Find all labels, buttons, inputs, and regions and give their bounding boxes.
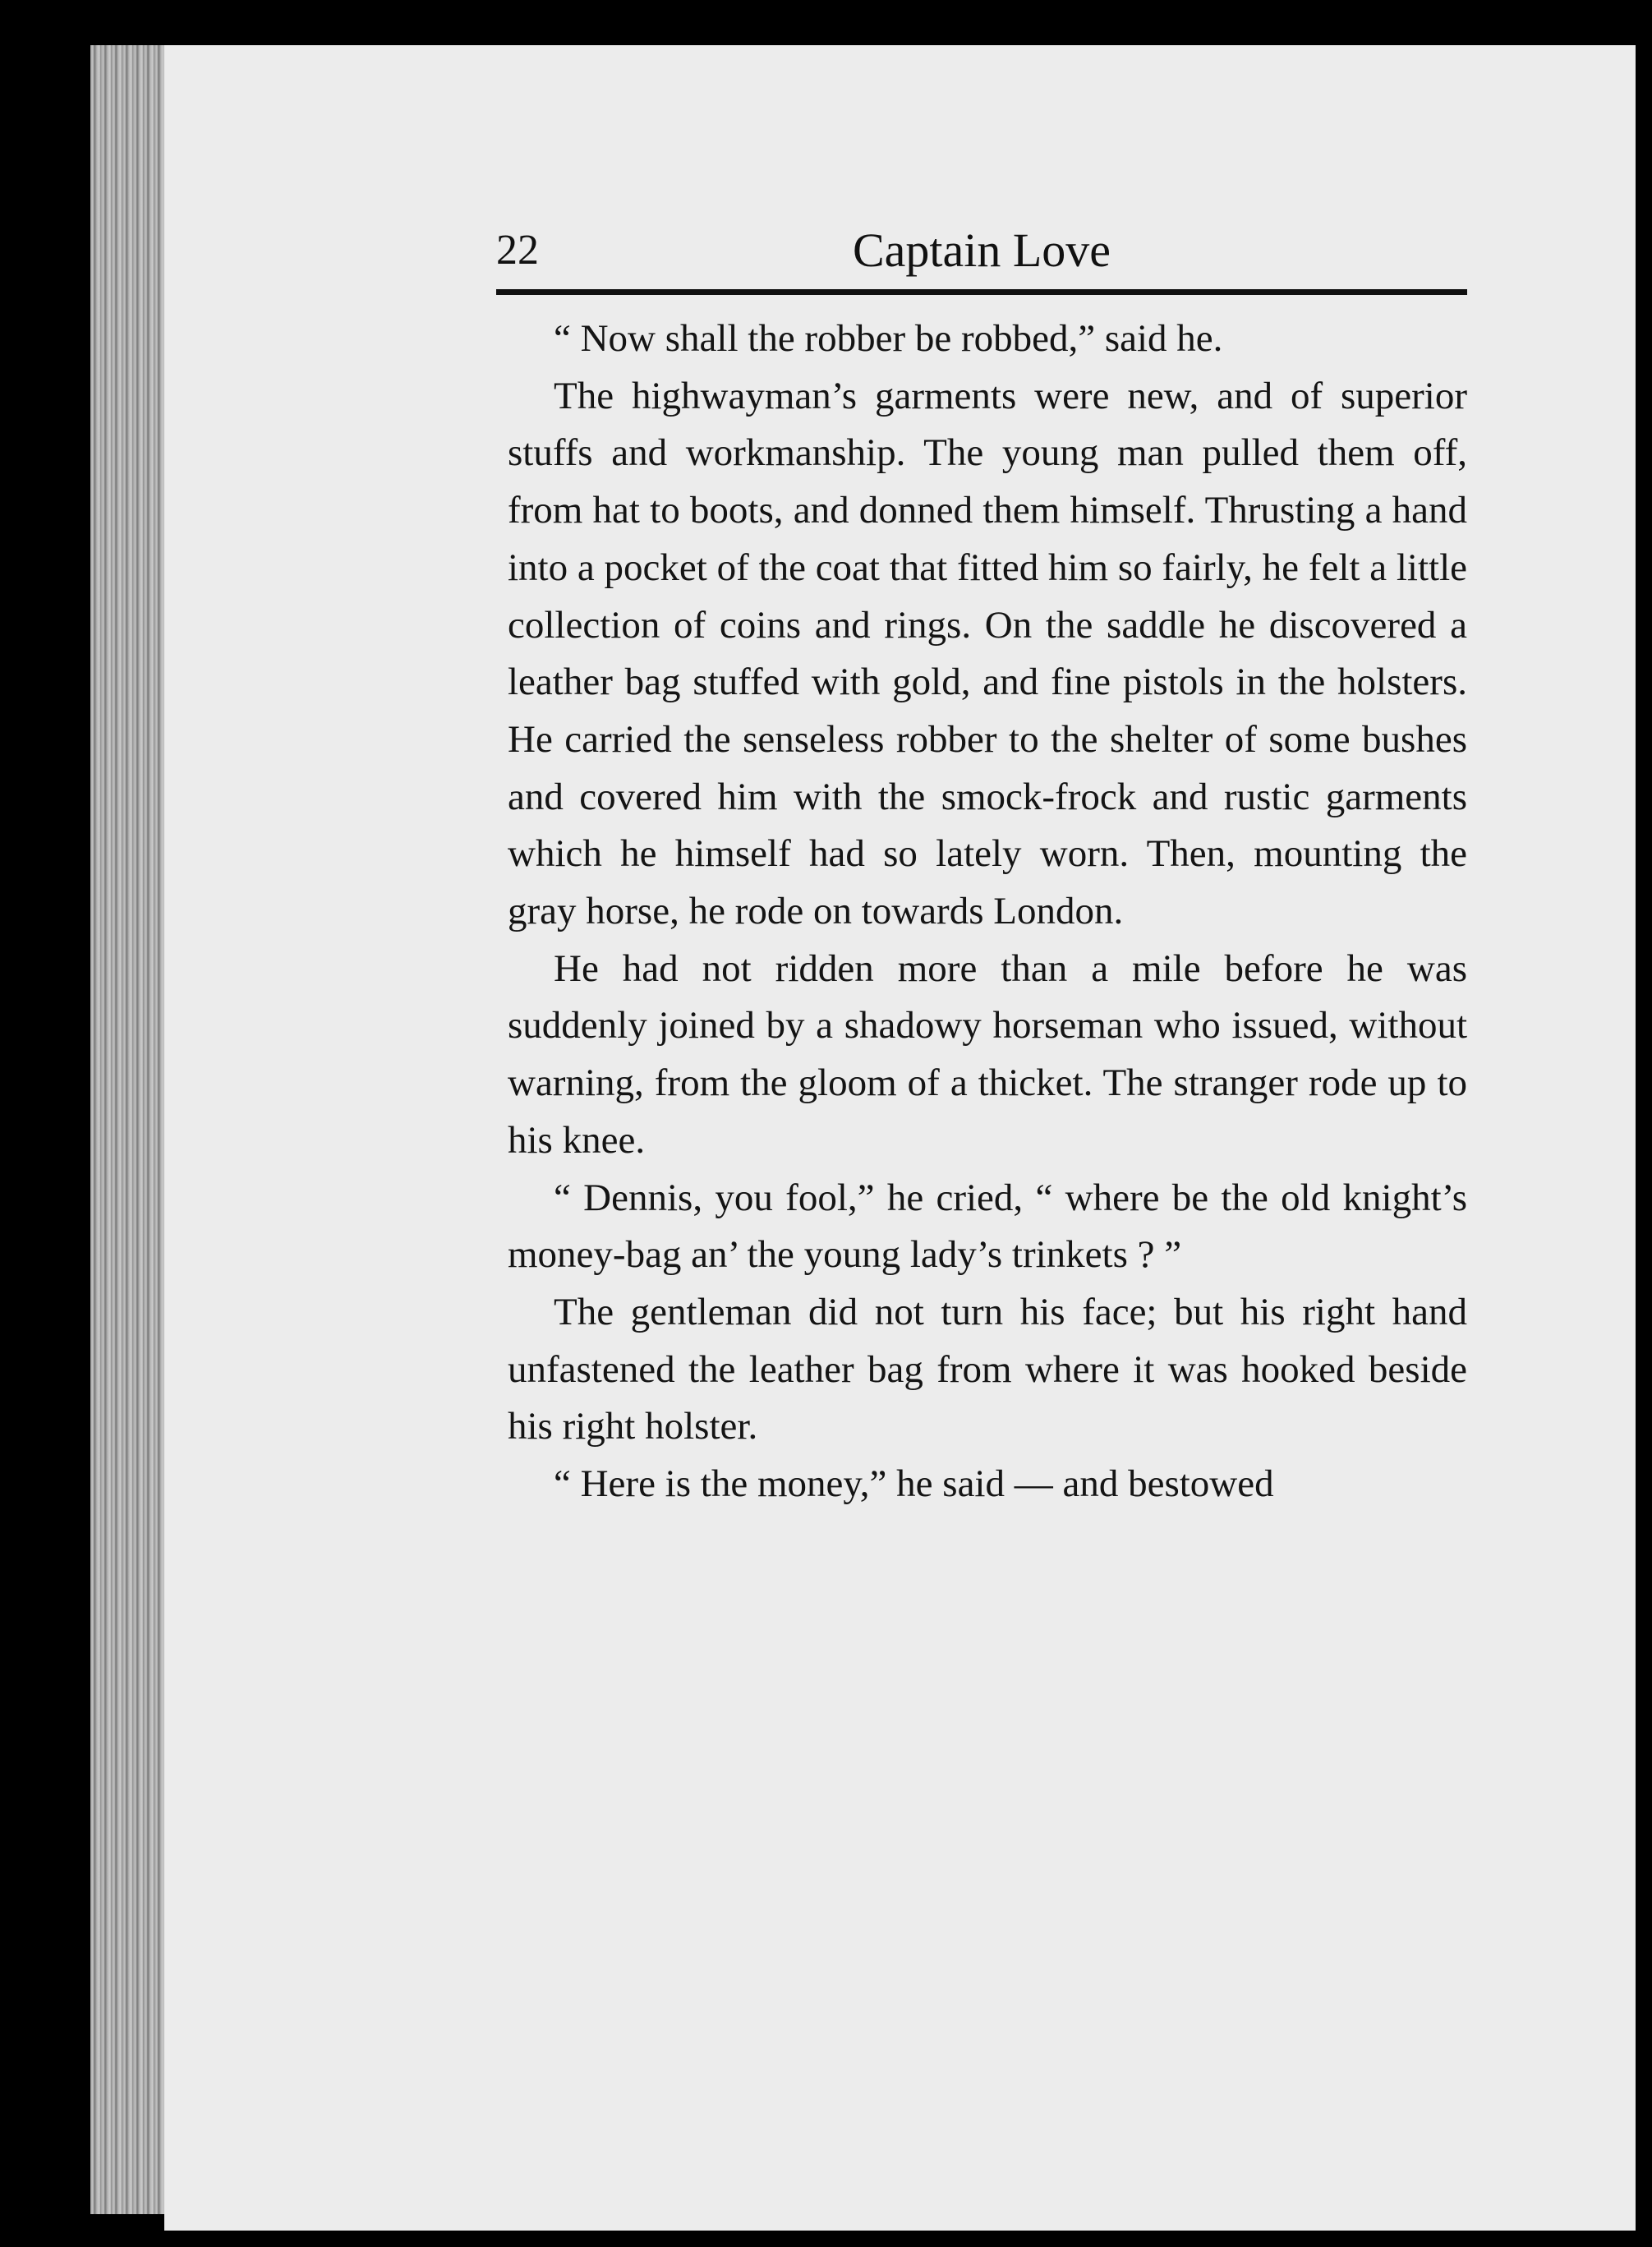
paragraph: The gentleman did not turn his face; but his right hand unfastened the leather bag from where it was hooked beside his right holster. [508,1290,1467,1448]
paragraph: “ Here is the money,” he said — and bestowed [554,1462,1274,1506]
page-number: 22 [496,227,539,274]
paragraph: “ Dennis, you fool,” he cried, “ where be the old knight’s money-bag an’ the young lady’s trinkets ? ” [508,1176,1467,1277]
header-rule [496,289,1467,295]
running-title: Captain Love [852,223,1111,277]
paragraph: “ Now shall the robber be robbed,” said he. [554,317,1223,360]
paragraph: He had not ridden more than a mile before he was suddenly joined by a shadowy horseman who issued, without warning, from the gloom of a thicket. The stranger rode up to his knee. [508,946,1467,1162]
page-header [496,218,1467,283]
body-text [508,311,1467,1513]
paragraph: The highwayman’s garments were new, and of superior stuffs and workmanship. The young man pulled them off, from hat to boots, and donned them himself. Thrusting a hand into a pocket of the coat that fitted him so fairly, he felt a little collection of coins and rings. On the saddle he discovered a leather bag stuffed with gold, and fine pistols in the holsters. He carried the senseless robber to the shelter of some bushes and covered him with the smock-frock and rustic garments which he himself had so lately worn. Then, mounting the gray horse, he rode on towards London. [508,374,1467,933]
